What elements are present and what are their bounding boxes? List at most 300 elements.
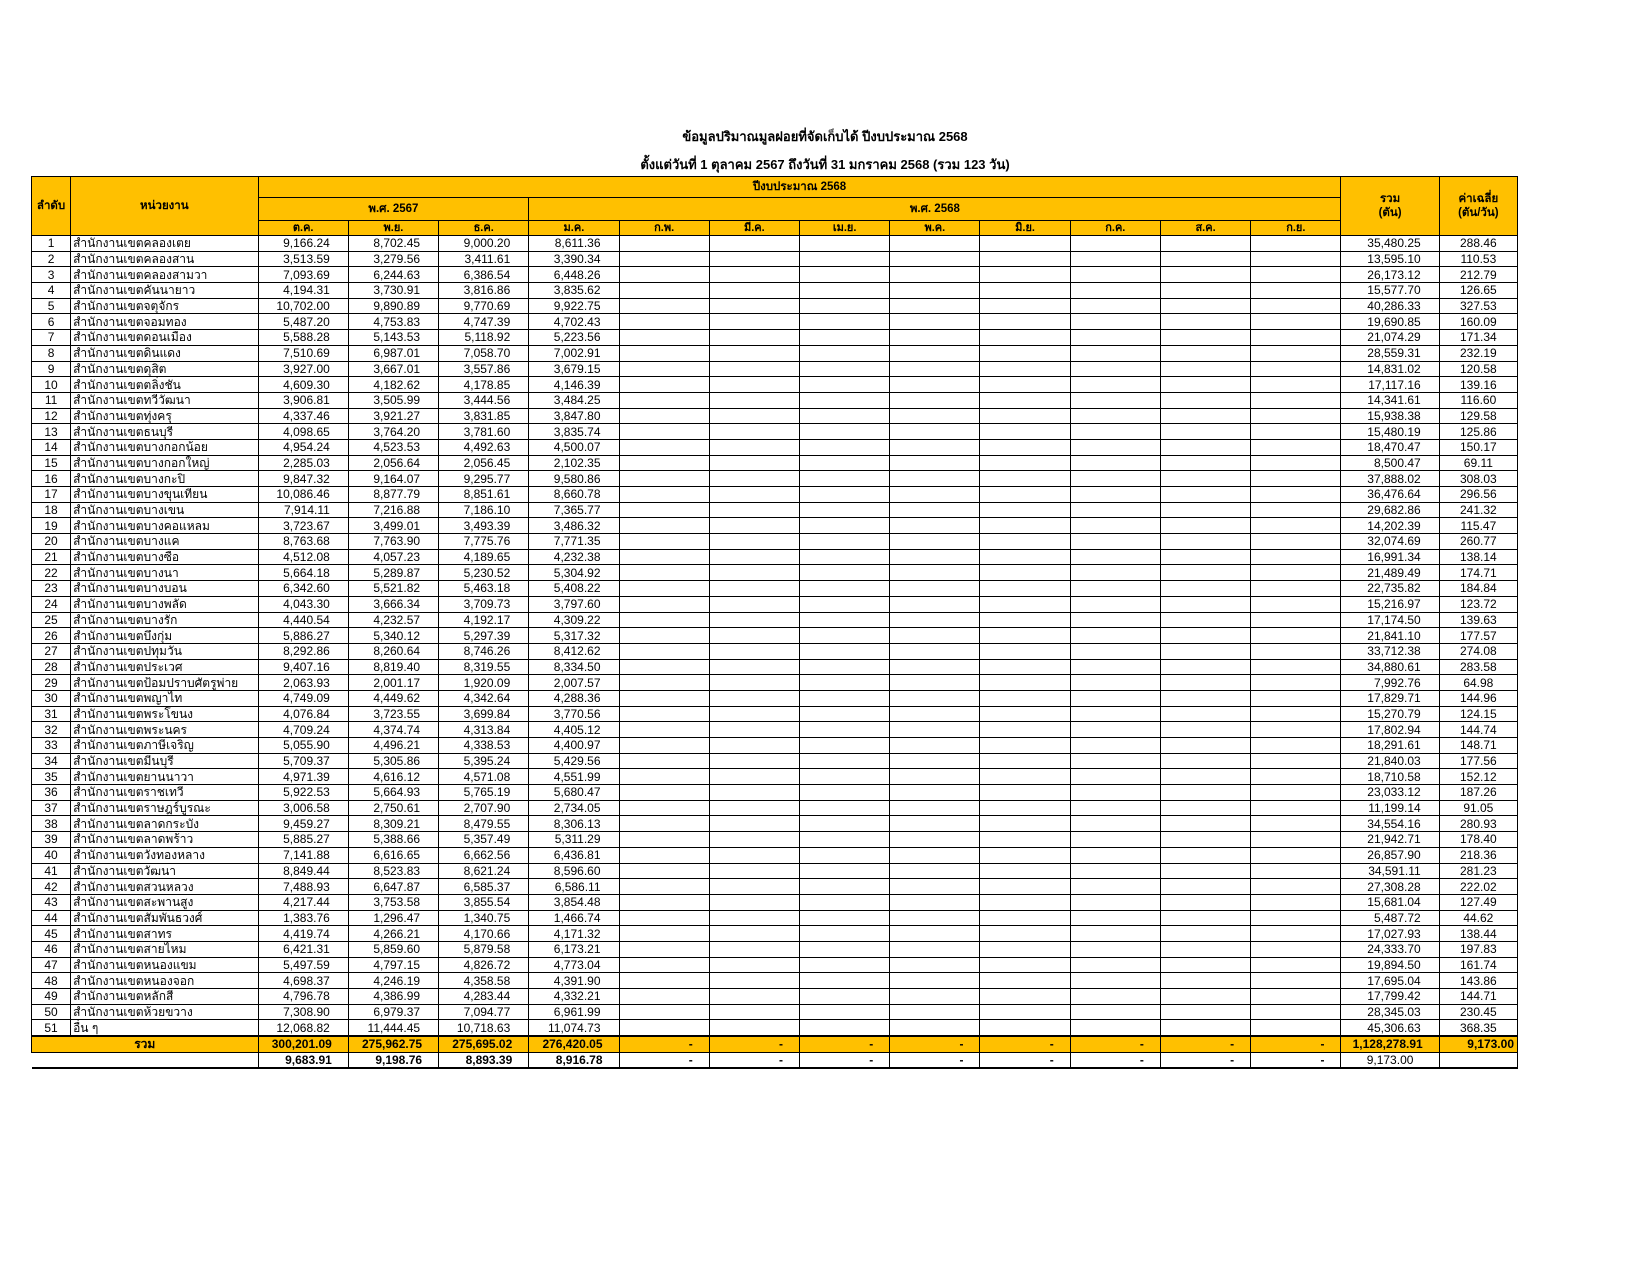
month-value: 6,244.63 [348, 267, 438, 283]
empty-month-cell [799, 643, 889, 659]
empty-month-cell [799, 596, 889, 612]
empty-month-cell [1160, 769, 1250, 785]
empty-month-cell [1160, 879, 1250, 895]
month-value: 4,232.38 [529, 549, 619, 565]
table-row [32, 581, 1518, 597]
table-row [32, 785, 1518, 801]
empty-month-cell [799, 330, 889, 346]
empty-month-cell [1251, 267, 1341, 283]
month-value: 4,337.46 [258, 408, 348, 424]
empty-month-cell [619, 989, 709, 1005]
empty-month-cell [1160, 722, 1250, 738]
empty-month-cell [799, 785, 889, 801]
empty-month-cell [1251, 847, 1341, 863]
empty-month-cell [1070, 863, 1160, 879]
empty-month-cell [799, 989, 889, 1005]
total-label: รวม [32, 1036, 259, 1052]
row-average: 139.63 [1439, 612, 1517, 628]
row-average: 120.58 [1439, 361, 1517, 377]
empty-month-cell [709, 518, 799, 534]
month-value: 3,699.84 [439, 706, 529, 722]
empty-month-cell [1251, 502, 1341, 518]
empty-month-cell [1251, 534, 1341, 550]
empty-month-cell [1160, 643, 1250, 659]
month-value: 2,056.45 [439, 455, 529, 471]
empty-month-cell [709, 581, 799, 597]
month-value: 3,667.01 [348, 361, 438, 377]
month-value: 8,309.21 [348, 816, 438, 832]
empty-month-cell [1160, 251, 1250, 267]
month-value: 4,826.72 [439, 957, 529, 973]
month-value: 7,058.70 [439, 345, 529, 361]
empty-month-cell [799, 753, 889, 769]
row-average: 241.32 [1439, 502, 1517, 518]
empty-month-cell [1160, 314, 1250, 330]
empty-month-cell [799, 455, 889, 471]
empty-month-cell [980, 534, 1070, 550]
empty-month-cell [1070, 894, 1160, 910]
district-name: สำนักงานเขตพญาไท [71, 690, 258, 706]
empty-month-cell [799, 879, 889, 895]
empty-month-cell [799, 424, 889, 440]
row-total: 23,033.12 [1341, 785, 1439, 801]
empty-month-cell [980, 471, 1070, 487]
empty-month-cell [980, 236, 1070, 252]
district-name: สำนักงานเขตวัฒนา [71, 863, 258, 879]
month-value: 6,173.21 [529, 941, 619, 957]
empty-month-cell [799, 534, 889, 550]
avg-month-value: 8,893.39 [439, 1052, 529, 1068]
empty-month-cell [709, 236, 799, 252]
month-value: 9,847.32 [258, 471, 348, 487]
month-value: 3,797.60 [529, 596, 619, 612]
month-value: 5,429.56 [529, 753, 619, 769]
header-month: ก.ย. [1251, 221, 1341, 236]
avg-month-value: 8,916.78 [529, 1052, 619, 1068]
empty-month-cell [1160, 628, 1250, 644]
empty-month-cell [1160, 957, 1250, 973]
table-row [32, 753, 1518, 769]
table-row [32, 314, 1518, 330]
empty-month-cell [1070, 706, 1160, 722]
empty-month-cell [1251, 706, 1341, 722]
month-value: 3,505.99 [348, 392, 438, 408]
row-number: 37 [32, 800, 71, 816]
empty-month-cell [619, 659, 709, 675]
empty-month-cell [1070, 487, 1160, 503]
row-total: 26,857.90 [1341, 847, 1439, 863]
row-total: 34,554.16 [1341, 816, 1439, 832]
empty-month-cell [1070, 675, 1160, 691]
month-value: 4,954.24 [258, 439, 348, 455]
row-average: 91.05 [1439, 800, 1517, 816]
empty-month-cell [709, 267, 799, 283]
empty-month-cell [619, 565, 709, 581]
month-value: 6,586.11 [529, 879, 619, 895]
empty-month-cell [980, 596, 1070, 612]
empty-month-cell [619, 894, 709, 910]
table-row [32, 424, 1518, 440]
empty-month-cell [890, 941, 980, 957]
month-value: 4,332.21 [529, 989, 619, 1005]
empty-month-cell [799, 769, 889, 785]
empty-month-cell [1160, 816, 1250, 832]
empty-month-cell [1070, 502, 1160, 518]
month-value: 5,297.39 [439, 628, 529, 644]
empty-month-cell [619, 769, 709, 785]
month-value: 7,510.69 [258, 345, 348, 361]
empty-month-cell [709, 941, 799, 957]
table-row [32, 910, 1518, 926]
table-row [32, 298, 1518, 314]
row-total: 21,074.29 [1341, 330, 1439, 346]
empty-month-cell [619, 298, 709, 314]
empty-month-cell [709, 361, 799, 377]
empty-month-cell [1251, 769, 1341, 785]
month-value: 4,043.30 [258, 596, 348, 612]
row-average: 274.08 [1439, 643, 1517, 659]
empty-month-cell [1160, 1020, 1250, 1036]
empty-month-cell [619, 628, 709, 644]
month-value: 6,585.37 [439, 879, 529, 895]
empty-month-cell [980, 487, 1070, 503]
empty-month-cell [709, 502, 799, 518]
row-number: 28 [32, 659, 71, 675]
table-row [32, 345, 1518, 361]
table-row [32, 863, 1518, 879]
table-row [32, 518, 1518, 534]
district-name: สำนักงานเขตทวีวัฒนา [71, 392, 258, 408]
grand-average: 9,173.00 [1439, 1036, 1517, 1052]
row-number: 49 [32, 989, 71, 1005]
empty-month-cell [709, 330, 799, 346]
row-average: 138.44 [1439, 926, 1517, 942]
empty-month-cell [1160, 753, 1250, 769]
row-number: 32 [32, 722, 71, 738]
month-value: 4,440.54 [258, 612, 348, 628]
empty-month-cell [980, 408, 1070, 424]
month-value: 10,702.00 [258, 298, 348, 314]
empty-month-cell [709, 565, 799, 581]
month-value: 4,266.21 [348, 926, 438, 942]
grand-total: 1,128,278.91 [1341, 1036, 1439, 1052]
empty-month-cell [890, 236, 980, 252]
row-number: 23 [32, 581, 71, 597]
month-value: 5,230.52 [439, 565, 529, 581]
month-value: 4,057.23 [348, 549, 438, 565]
empty-month-cell [619, 330, 709, 346]
row-total: 13,595.10 [1341, 251, 1439, 267]
month-value: 8,746.26 [439, 643, 529, 659]
empty-month-cell [1251, 1020, 1341, 1036]
row-average: 124.15 [1439, 706, 1517, 722]
empty-month-cell [1251, 612, 1341, 628]
empty-month-cell [1070, 471, 1160, 487]
row-average: 280.93 [1439, 816, 1517, 832]
empty-month-cell [1251, 581, 1341, 597]
row-number: 4 [32, 283, 71, 299]
empty-month-cell [1070, 298, 1160, 314]
empty-month-cell [890, 439, 980, 455]
month-value: 4,449.62 [348, 690, 438, 706]
empty-month-cell [890, 408, 980, 424]
empty-month-cell [980, 549, 1070, 565]
empty-month-cell [1160, 361, 1250, 377]
empty-month-cell [1251, 487, 1341, 503]
row-average: 197.83 [1439, 941, 1517, 957]
empty-month-cell [709, 816, 799, 832]
month-value: 8,306.13 [529, 816, 619, 832]
month-value: 1,383.76 [258, 910, 348, 926]
month-value: 1,340.75 [439, 910, 529, 926]
empty-month-cell [1070, 769, 1160, 785]
empty-month-cell [619, 1004, 709, 1020]
header-month: ก.ค. [1070, 221, 1160, 236]
empty-month-cell [1160, 675, 1250, 691]
empty-month-cell [1251, 565, 1341, 581]
month-value: 4,400.97 [529, 738, 619, 754]
empty-month-cell [1160, 832, 1250, 848]
month-value: 5,664.18 [258, 565, 348, 581]
month-value: 5,340.12 [348, 628, 438, 644]
empty-month-cell [890, 534, 980, 550]
month-value: 5,680.47 [529, 785, 619, 801]
empty-month-cell [1160, 738, 1250, 754]
header-month: ม.ค. [529, 221, 619, 236]
empty-month-cell [1251, 518, 1341, 534]
empty-month-cell [890, 424, 980, 440]
empty-month-cell [799, 439, 889, 455]
row-total: 17,802.94 [1341, 722, 1439, 738]
empty-month-cell [980, 738, 1070, 754]
month-value: 4,747.39 [439, 314, 529, 330]
row-average: 174.71 [1439, 565, 1517, 581]
row-number: 38 [32, 816, 71, 832]
row-average: 230.45 [1439, 1004, 1517, 1020]
empty-month-cell [1070, 690, 1160, 706]
table-row [32, 769, 1518, 785]
empty-month-cell [709, 894, 799, 910]
empty-month-cell [619, 251, 709, 267]
month-value: 4,189.65 [439, 549, 529, 565]
month-value: 3,921.27 [348, 408, 438, 424]
total-month-value: - [980, 1036, 1070, 1052]
district-name: สำนักงานเขตสะพานสูง [71, 894, 258, 910]
empty-month-cell [980, 832, 1070, 848]
row-total: 17,829.71 [1341, 690, 1439, 706]
empty-month-cell [980, 957, 1070, 973]
month-value: 2,063.93 [258, 675, 348, 691]
row-number: 24 [32, 596, 71, 612]
empty-month-cell [709, 910, 799, 926]
month-value: 7,308.90 [258, 1004, 348, 1020]
row-number: 14 [32, 439, 71, 455]
month-value: 5,487.20 [258, 314, 348, 330]
month-value: 4,492.63 [439, 439, 529, 455]
empty-month-cell [1070, 989, 1160, 1005]
month-value: 4,391.90 [529, 973, 619, 989]
month-value: 3,557.86 [439, 361, 529, 377]
empty-month-cell [619, 753, 709, 769]
row-average: 64.98 [1439, 675, 1517, 691]
empty-month-cell [1070, 581, 1160, 597]
empty-month-cell [1070, 361, 1160, 377]
empty-month-cell [619, 957, 709, 973]
header-month: เม.ย. [799, 221, 889, 236]
district-name: สำนักงานเขตบางซื่อ [71, 549, 258, 565]
empty-month-cell [1160, 267, 1250, 283]
empty-month-cell [890, 675, 980, 691]
empty-month-cell [799, 345, 889, 361]
header-total: รวม (ตัน) [1341, 177, 1439, 236]
row-total: 15,216.97 [1341, 596, 1439, 612]
month-value: 7,141.88 [258, 847, 348, 863]
row-number: 46 [32, 941, 71, 957]
empty-month-cell [1251, 439, 1341, 455]
row-number: 16 [32, 471, 71, 487]
month-value: 6,436.81 [529, 847, 619, 863]
empty-month-cell [709, 596, 799, 612]
row-average: 144.71 [1439, 989, 1517, 1005]
empty-month-cell [980, 565, 1070, 581]
row-average: 152.12 [1439, 769, 1517, 785]
row-number: 22 [32, 565, 71, 581]
empty-month-cell [709, 1004, 799, 1020]
empty-month-cell [619, 643, 709, 659]
avg-month-value: - [1070, 1052, 1160, 1068]
empty-month-cell [980, 502, 1070, 518]
empty-month-cell [799, 283, 889, 299]
row-number: 11 [32, 392, 71, 408]
row-average: 144.74 [1439, 722, 1517, 738]
empty-month-cell [709, 690, 799, 706]
district-name: สำนักงานเขตจตุจักร [71, 298, 258, 314]
month-value: 5,304.92 [529, 565, 619, 581]
district-name: สำนักงานเขตบางนา [71, 565, 258, 581]
empty-month-cell [1070, 534, 1160, 550]
month-value: 4,170.66 [439, 926, 529, 942]
avg-total-value: 9,173.00 [1341, 1052, 1439, 1068]
month-value: 4,797.15 [348, 957, 438, 973]
row-average: 129.58 [1439, 408, 1517, 424]
empty-month-cell [1160, 926, 1250, 942]
empty-month-cell [980, 298, 1070, 314]
month-value: 8,479.55 [439, 816, 529, 832]
empty-month-cell [1160, 345, 1250, 361]
empty-month-cell [1070, 408, 1160, 424]
row-number: 15 [32, 455, 71, 471]
month-value: 7,771.35 [529, 534, 619, 550]
month-value: 2,102.35 [529, 455, 619, 471]
header-month: มิ.ย. [980, 221, 1070, 236]
row-total: 34,591.11 [1341, 863, 1439, 879]
empty-month-cell [619, 847, 709, 863]
row-average: 218.36 [1439, 847, 1517, 863]
row-total: 40,286.33 [1341, 298, 1439, 314]
month-value: 4,419.74 [258, 926, 348, 942]
month-value: 5,879.58 [439, 941, 529, 957]
empty-month-cell [1070, 800, 1160, 816]
empty-month-cell [799, 910, 889, 926]
empty-month-cell [709, 863, 799, 879]
avg-month-value: - [709, 1052, 799, 1068]
empty-month-cell [619, 581, 709, 597]
month-value: 4,796.78 [258, 989, 348, 1005]
month-value: 2,707.90 [439, 800, 529, 816]
empty-month-cell [799, 863, 889, 879]
month-value: 2,007.57 [529, 675, 619, 691]
empty-month-cell [709, 549, 799, 565]
empty-month-cell [1160, 596, 1250, 612]
row-number: 18 [32, 502, 71, 518]
table-row [32, 941, 1518, 957]
row-total: 15,681.04 [1341, 894, 1439, 910]
empty-month-cell [890, 471, 980, 487]
empty-month-cell [709, 392, 799, 408]
empty-month-cell [799, 706, 889, 722]
empty-month-cell [619, 926, 709, 942]
empty-month-cell [619, 816, 709, 832]
empty-month-cell [799, 392, 889, 408]
month-value: 4,709.24 [258, 722, 348, 738]
month-value: 4,232.57 [348, 612, 438, 628]
table-row [32, 1020, 1518, 1036]
district-name: สำนักงานเขตสวนหลวง [71, 879, 258, 895]
empty-month-cell [799, 957, 889, 973]
empty-month-cell [619, 973, 709, 989]
empty-month-cell [890, 738, 980, 754]
empty-month-cell [1251, 361, 1341, 377]
row-number: 30 [32, 690, 71, 706]
empty-month-cell [619, 236, 709, 252]
row-total: 15,480.19 [1341, 424, 1439, 440]
empty-month-cell [1070, 377, 1160, 393]
district-name: สำนักงานเขตบางรัก [71, 612, 258, 628]
empty-month-cell [1070, 722, 1160, 738]
table-row [32, 267, 1518, 283]
empty-month-cell [1251, 926, 1341, 942]
empty-month-cell [1070, 455, 1160, 471]
month-value: 3,723.67 [258, 518, 348, 534]
row-average: 184.84 [1439, 581, 1517, 597]
district-name: สำนักงานเขตสัมพันธวงศ์ [71, 910, 258, 926]
empty-month-cell [799, 612, 889, 628]
district-name: สำนักงานเขตดอนเมือง [71, 330, 258, 346]
empty-month-cell [980, 941, 1070, 957]
empty-month-cell [709, 769, 799, 785]
empty-month-cell [799, 549, 889, 565]
avg-month-value: 9,198.76 [348, 1052, 438, 1068]
district-name: สำนักงานเขตห้วยขวาง [71, 1004, 258, 1020]
row-total: 21,841.10 [1341, 628, 1439, 644]
month-value: 8,849.44 [258, 863, 348, 879]
month-value: 3,513.59 [258, 251, 348, 267]
empty-month-cell [1160, 330, 1250, 346]
month-value: 4,283.44 [439, 989, 529, 1005]
month-value: 2,056.64 [348, 455, 438, 471]
empty-month-cell [1070, 345, 1160, 361]
table-row [32, 236, 1518, 252]
empty-month-cell [709, 487, 799, 503]
row-average: 148.71 [1439, 738, 1517, 754]
empty-month-cell [1251, 941, 1341, 957]
row-total: 14,831.02 [1341, 361, 1439, 377]
empty-month-cell [1160, 502, 1250, 518]
month-value: 11,074.73 [529, 1020, 619, 1036]
empty-month-cell [709, 785, 799, 801]
district-name: สำนักงานเขตวังทองหลาง [71, 847, 258, 863]
month-value: 10,086.46 [258, 487, 348, 503]
